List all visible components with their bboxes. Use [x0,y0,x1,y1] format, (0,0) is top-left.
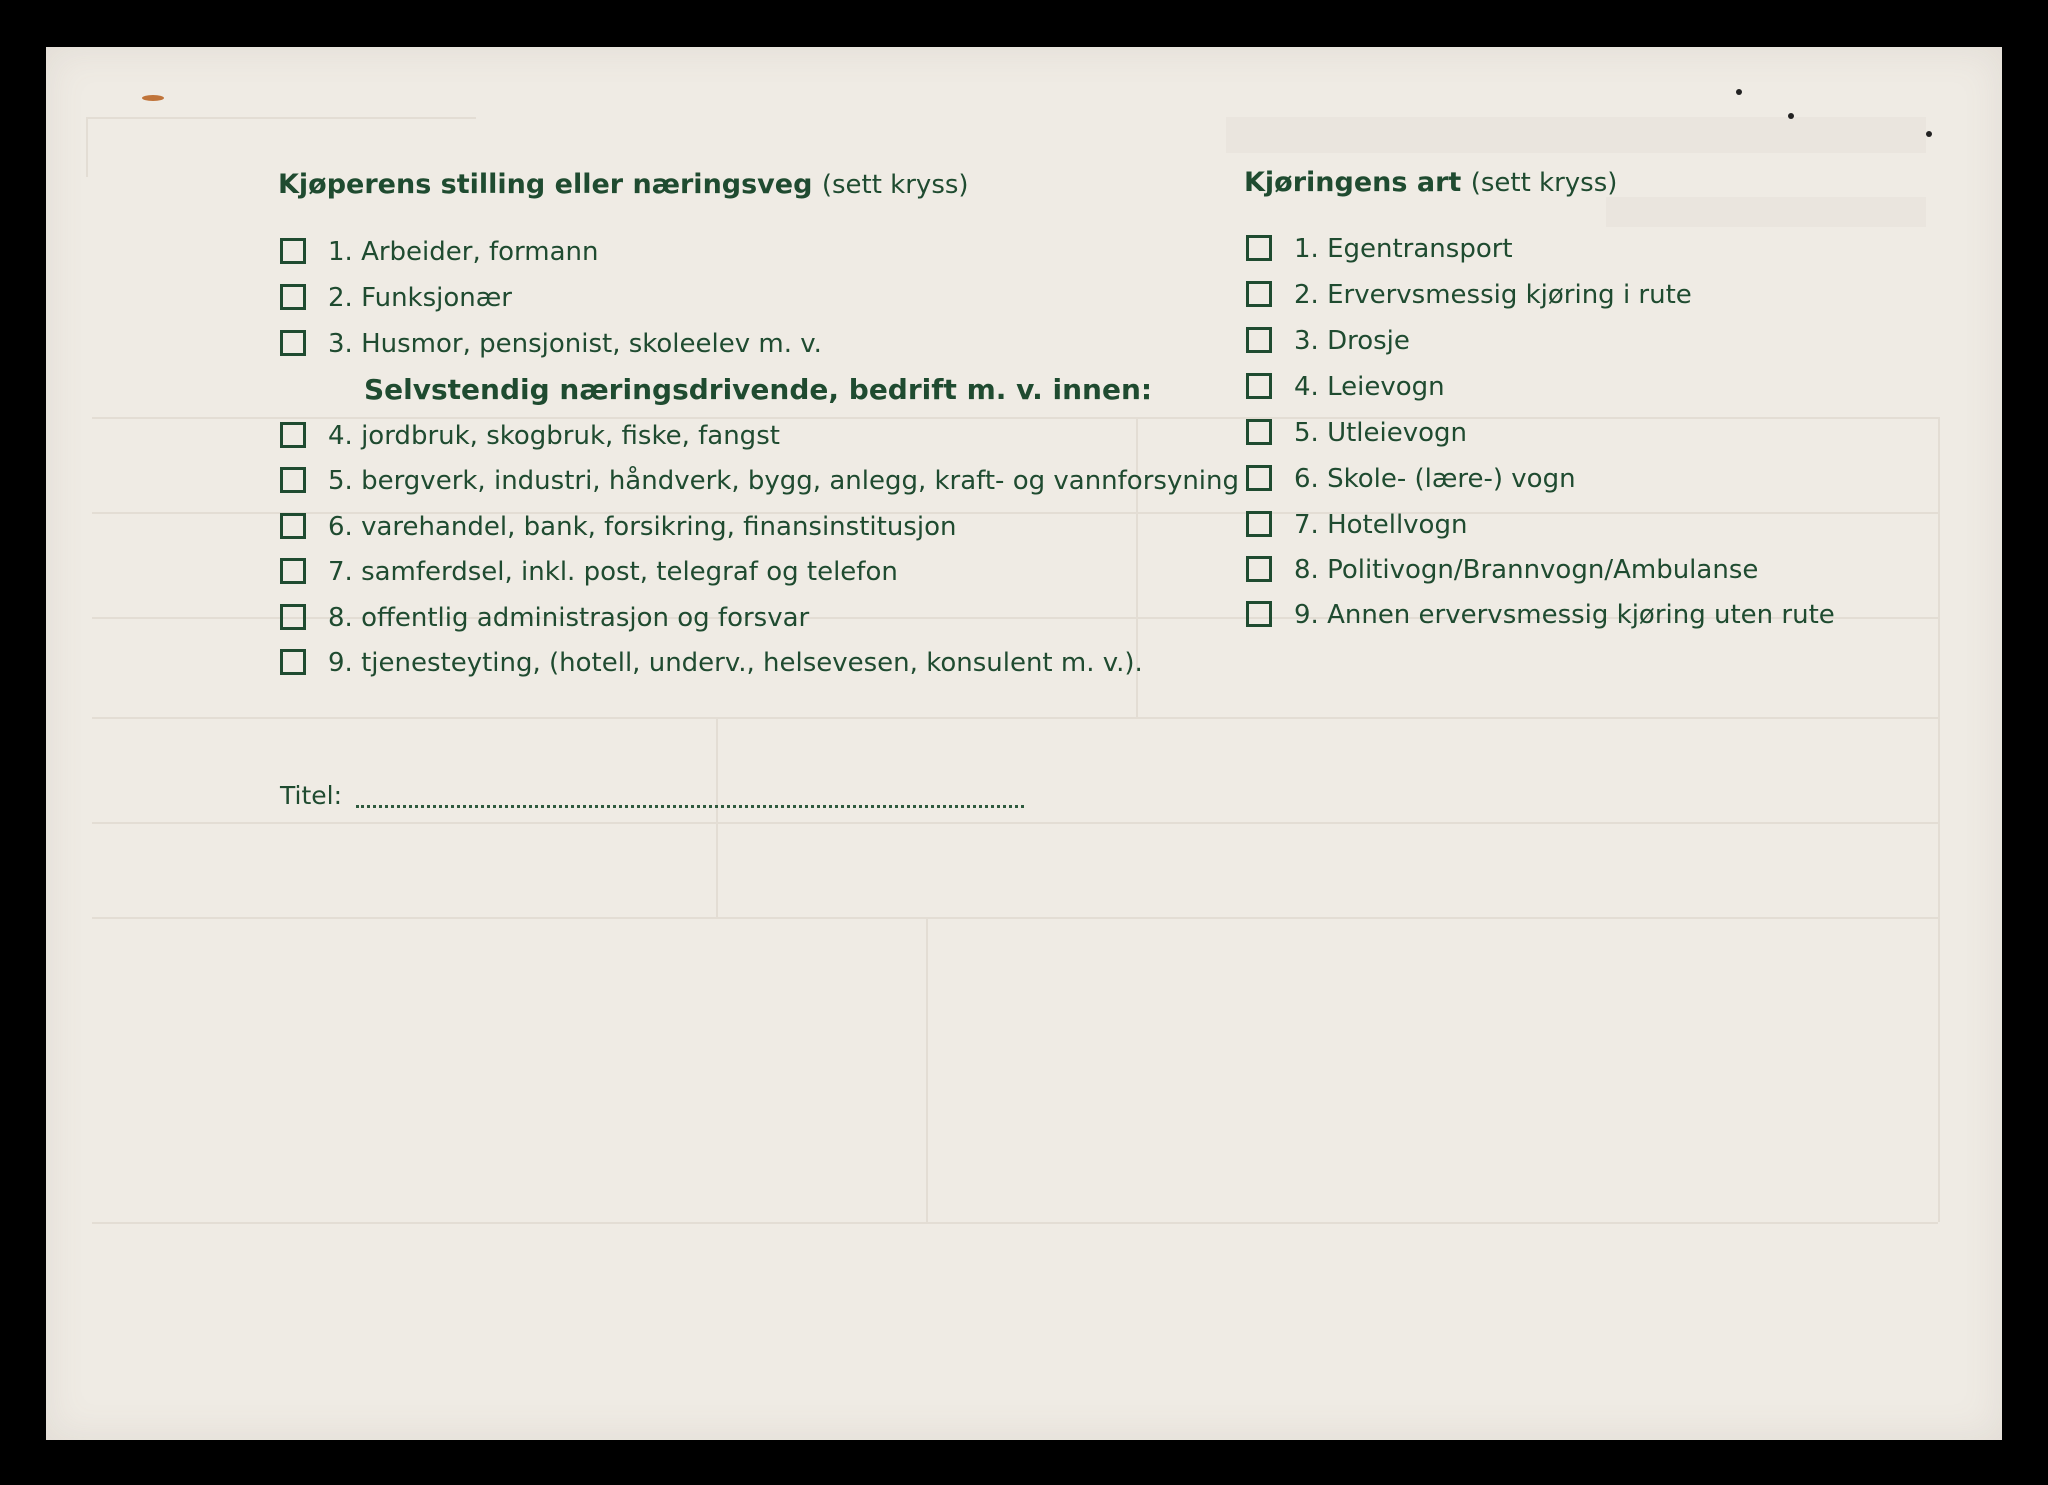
option-label: 6. varehandel, bank, forsikring, finansinstitusjon [328,512,957,542]
speck-mark [1736,89,1742,95]
checkbox[interactable] [1246,601,1272,627]
option-label: 8. offentlig administrasjon og forsvar [328,603,810,633]
checkbox[interactable] [280,422,306,448]
titel-label: Titel: [280,781,342,810]
option-label: 9. Annen ervervsmessig kjøring uten rute [1294,600,1835,630]
checkbox[interactable] [280,604,306,630]
option-label: 4. jordbruk, skogbruk, fiske, fangst [328,421,780,451]
checkbox[interactable] [1246,327,1272,353]
checkbox[interactable] [1246,419,1272,445]
option-label: 2. Funksjonær [328,283,512,313]
option-label: 7. samferdsel, inkl. post, telegraf og telefon [328,557,898,587]
option-label: 7. Hotellvogn [1294,510,1468,540]
checkbox[interactable] [280,558,306,584]
checkbox[interactable] [1246,556,1272,582]
option-label: 9. tjenesteyting, (hotell, underv., helsevesen, konsulent m. v.). [328,648,1143,678]
checkbox[interactable] [280,467,306,493]
option-label: 1. Arbeider, formann [328,237,599,267]
option-label: 3. Husmor, pensjonist, skoleelev m. v. [328,329,822,359]
checkbox[interactable] [1246,281,1272,307]
driving-type-heading [1244,167,1617,198]
checkbox[interactable] [280,649,306,675]
self-employed-subheading: Selvstendig næringsdrivende, bedrift m. v. innen: [364,373,1153,406]
form-sheet [46,47,2002,1440]
checkbox[interactable] [280,513,306,539]
driving-type-hint: (sett kryss) [1470,168,1618,198]
checkbox[interactable] [1246,235,1272,261]
option-label: 3. Drosje [1294,326,1410,356]
checkbox[interactable] [280,238,306,264]
speck-mark [142,95,164,101]
option-label: 5. bergverk, industri, håndverk, bygg, anlegg, kraft- og vannforsyning [328,466,1240,496]
checkbox[interactable] [1246,373,1272,399]
titel-input-line[interactable] [356,799,1024,808]
speck-mark [1788,113,1794,119]
option-label: 1. Egentransport [1294,234,1513,264]
buyer-occupation-title: Kjøperens stilling eller næringsveg [278,169,813,200]
option-label: 2. Ervervsmessig kjøring i rute [1294,280,1692,310]
speck-mark [1926,131,1932,137]
checkbox[interactable] [1246,465,1272,491]
checkbox[interactable] [280,330,306,356]
checkbox[interactable] [1246,511,1272,537]
checkbox[interactable] [280,284,306,310]
buyer-occupation-hint: (sett kryss) [821,170,969,200]
option-label: 6. Skole- (lære-) vogn [1294,464,1576,494]
option-label: 8. Politivogn/Brannvogn/Ambulanse [1294,555,1759,585]
buyer-occupation-heading [278,169,969,200]
option-label: 4. Leievogn [1294,372,1445,402]
option-label: 5. Utleievogn [1294,418,1468,448]
driving-type-title: Kjøringens art [1244,167,1462,198]
